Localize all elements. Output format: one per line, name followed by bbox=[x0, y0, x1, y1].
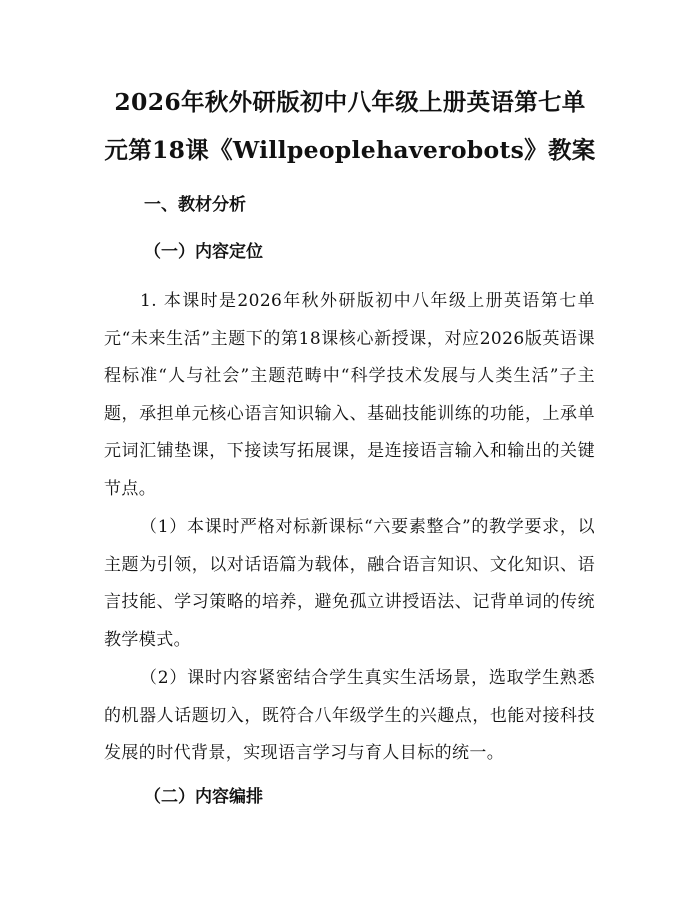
paragraph-real-life-context: （2）课时内容紧密结合学生真实生活场景，选取学生熟悉的机器人话题切入，既符合八年级学生的兴趣点，也能对接科技发展的时代背景，实现语言学习与育人目标的统一。 bbox=[104, 668, 595, 763]
paragraph-lesson-overview: 1. 本课时是2026年秋外研版初中八年级上册英语第七单元“未来生活”主题下的第18课核心新授课，对应2026版英语课程标准“人与社会”主题范畴中“科学技术发展与人类生活”子主题，承担单元核心语言知识输入、基础技能训练的功能，上承单元词汇铺垫课，下接读写拓展课，是连接语言输入和输出的关键节点。 bbox=[104, 291, 595, 499]
document-title-line-2: 元第18课《Willpeoplehaverobots》教案 bbox=[104, 136, 596, 164]
subsection-heading-content-arrangement: （二）内容编排 bbox=[144, 787, 263, 807]
document-title-line-1: 2026年秋外研版初中八年级上册英语第七单 bbox=[114, 88, 586, 116]
subsection-heading-content-positioning: （一）内容定位 bbox=[144, 242, 263, 262]
paragraph-curriculum-alignment: （1）本课时严格对标新课标“六要素整合”的教学要求，以主题为引领，以对话语篇为载体，融合语言知识、文化知识、语言技能、学习策略的培养，避免孤立讲授语法、记背单词的传统教学模式。 bbox=[104, 517, 595, 650]
section-heading-textbook-analysis: 一、教材分析 bbox=[144, 195, 246, 215]
